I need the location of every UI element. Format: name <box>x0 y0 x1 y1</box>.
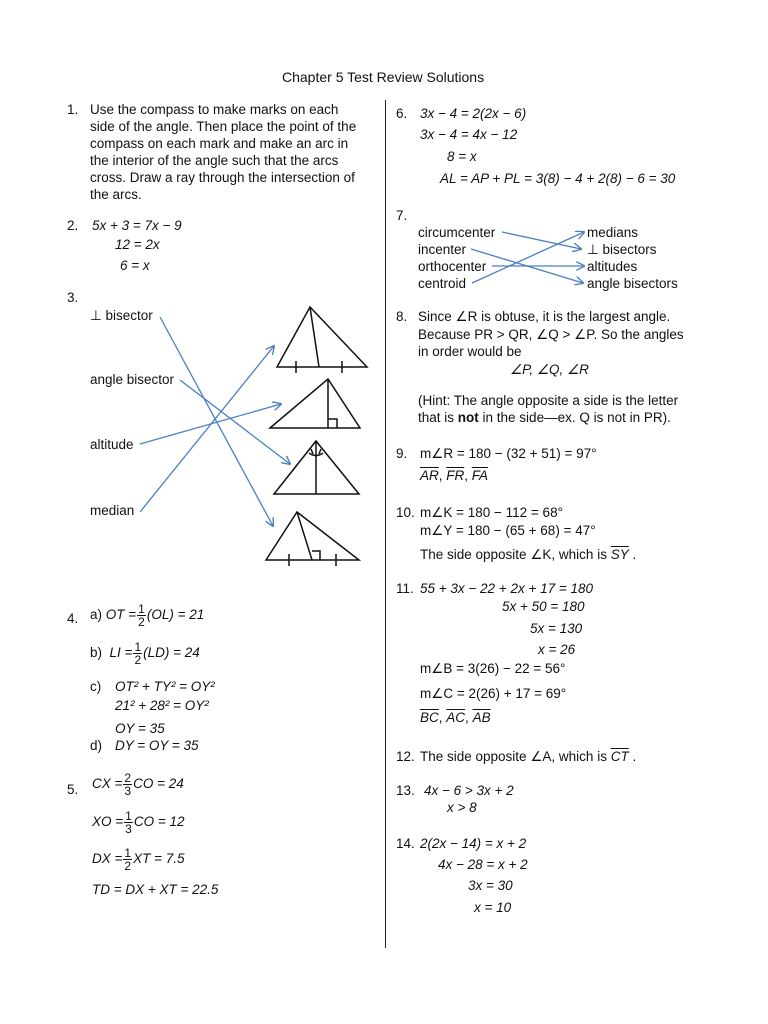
problem-13-number: 13. <box>396 783 415 798</box>
problem-8-order: ∠P, ∠Q, ∠R <box>510 362 589 377</box>
problem-5-line: DX = $\frac{1}{2}$ XT = 7.5 <box>92 846 185 873</box>
problem-4d-line: DY = OY = 35 <box>115 738 199 753</box>
problem-11-line: m∠C = 2(26) + 17 = 69° <box>420 686 567 701</box>
problem-11-line: 5x = 130 <box>530 621 583 636</box>
label-median: median <box>90 503 135 518</box>
problem-3-arrows <box>140 317 290 526</box>
problem-1-line: side of the angle. Then place the point of the <box>90 119 357 134</box>
problem-10-line: m∠Y = 180 − (65 + 68) = 47° <box>420 523 596 538</box>
problem-7-arrows <box>471 232 584 283</box>
fraction: $\frac{1}{2}$ <box>124 846 132 873</box>
problem-9-line: m∠R = 180 − (32 + 51) = 97° <box>420 446 597 461</box>
problem-11-number: 11. <box>396 581 414 596</box>
equation-text: (OL) = 21 <box>146 607 205 623</box>
part-label: a) <box>90 607 103 623</box>
triangle-perp-bisector <box>274 441 359 494</box>
fraction: $\frac{1}{3}$ <box>125 809 132 836</box>
equation-text: (LD) = 24 <box>143 645 200 661</box>
match-left: circumcenter <box>418 225 496 240</box>
problem-4c-line: OY = 35 <box>115 721 165 736</box>
problem-14-line: 2(2x − 14) = x + 2 <box>420 836 527 851</box>
problem-6-line: AL = AP + PL = 3(8) − 4 + 2(8) − 6 = 30 <box>440 171 676 186</box>
problem-5-line: XO = $\frac{1}{3}$ CO = 12 <box>92 809 185 836</box>
triangle-median <box>266 512 359 566</box>
problem-4c-line: 21² + 28² = OY² <box>115 698 209 713</box>
problem-13-line: 4x − 6 > 3x + 2 <box>424 783 514 798</box>
problem-8-hint: (Hint: The angle opposite a side is the letter <box>418 393 679 408</box>
match-right: angle bisectors <box>587 276 678 291</box>
label-altitude: altitude <box>90 437 134 452</box>
problem-1-line: compass on each mark and make an arc in <box>90 136 349 151</box>
part-label: b) <box>90 645 103 661</box>
label-angle-bisector: angle bisector <box>90 372 175 387</box>
problem-1-line: the interior of the angle such that the arcs <box>90 153 339 168</box>
problem-13-line: x > 8 <box>447 800 477 815</box>
match-left: orthocenter <box>418 259 487 274</box>
problem-1-line: the arcs. <box>90 187 142 202</box>
triangle-angle-bisector <box>277 307 367 373</box>
problem-2-line: 6 = x <box>120 258 150 273</box>
fraction: $\frac{2}{3}$ <box>124 771 132 798</box>
problem-1-line: Use the compass to make marks on each <box>90 102 339 117</box>
match-left: incenter <box>418 242 467 257</box>
match-right: altitudes <box>587 259 638 274</box>
problem-6-line: 3x − 4 = 4x − 12 <box>420 127 518 142</box>
problem-12-number: 12. <box>396 749 415 764</box>
bold-word: not <box>457 410 479 425</box>
problem-2-line: 5x + 3 = 7x − 9 <box>92 218 182 233</box>
problem-11-line: m∠B = 3(26) − 22 = 56° <box>420 661 566 676</box>
problem-11-line: 55 + 3x − 22 + 2x + 17 = 180 <box>420 581 594 596</box>
triangle-altitude <box>270 379 360 428</box>
problem-2-number: 2. <box>67 218 79 233</box>
problem-4-number: 4. <box>67 611 79 626</box>
problem-8-number: 8. <box>396 309 408 324</box>
problem-10-line: The side opposite ∠K, which is $\overline{SY}$ . <box>420 547 637 562</box>
match-right: ⊥ bisectors <box>587 242 657 257</box>
problem-5-number: 5. <box>67 782 79 797</box>
problem-14-number: 14. <box>396 836 415 851</box>
page-title: Chapter 5 Test Review Solutions <box>282 69 485 85</box>
problem-9-number: 9. <box>396 446 408 461</box>
problem-1-number: 1. <box>67 102 79 117</box>
problem-6-number: 6. <box>396 106 408 121</box>
equation-text: LI = <box>109 645 133 661</box>
problem-8-line: in order would be <box>418 344 522 359</box>
problem-11-segments: $\overline{BC}$, $\overline{AC}$, $\overline{AB}$ <box>420 710 491 725</box>
part-label: d) <box>90 738 103 753</box>
match-left: centroid <box>418 276 467 291</box>
problem-9-segments: $\overline{AR}$, $\overline{FR}$, $\overline{FA}$ <box>420 468 489 483</box>
problem-7-number: 7. <box>396 208 408 223</box>
part-label: c) <box>90 679 102 694</box>
fraction: $\frac{1}{2}$ <box>138 602 145 629</box>
problem-12-line: The side opposite ∠A, which is $\overline{CT}$ . <box>420 749 637 764</box>
problem-3-number: 3. <box>67 290 79 305</box>
problem-14-line: 4x − 28 = x + 2 <box>438 857 528 872</box>
problem-2-line: 12 = 2x <box>115 237 160 252</box>
problem-14-line: 3x = 30 <box>468 878 513 893</box>
problem-5-line: CX = $\frac{2}{3}$ CO = 24 <box>92 771 184 798</box>
match-right: medians <box>587 225 639 240</box>
problem-8-line: Because PR > QR, ∠Q > ∠P. So the angles <box>418 327 684 342</box>
problem-6-line: 3x − 4 = 2(2x − 6) <box>420 106 527 121</box>
problem-8-hint: that is not in the side—ex. Q is not in PR). <box>418 410 671 425</box>
fraction: $\frac{1}{2}$ <box>134 640 142 667</box>
problem-6-line: 8 = x <box>447 149 477 164</box>
problem-10-number: 10. <box>396 505 415 520</box>
problem-8-line: Since ∠R is obtuse, it is the largest angle. <box>418 309 671 324</box>
problem-11-line: x = 26 <box>538 642 576 657</box>
problem-14-line: x = 10 <box>474 900 512 915</box>
problem-1-line: cross. Draw a ray through the intersection of <box>90 170 355 185</box>
problem-11-line: 5x + 50 = 180 <box>502 599 585 614</box>
problem-5-line: TD = DX + XT = 22.5 <box>92 882 219 897</box>
equation-text: OT = <box>105 607 137 623</box>
problem-4c-line: OT² + TY² = OY² <box>115 679 215 694</box>
label-perp-bisector: ⊥ bisector <box>90 308 153 323</box>
problem-10-line: m∠K = 180 − 112 = 68° <box>420 505 563 520</box>
